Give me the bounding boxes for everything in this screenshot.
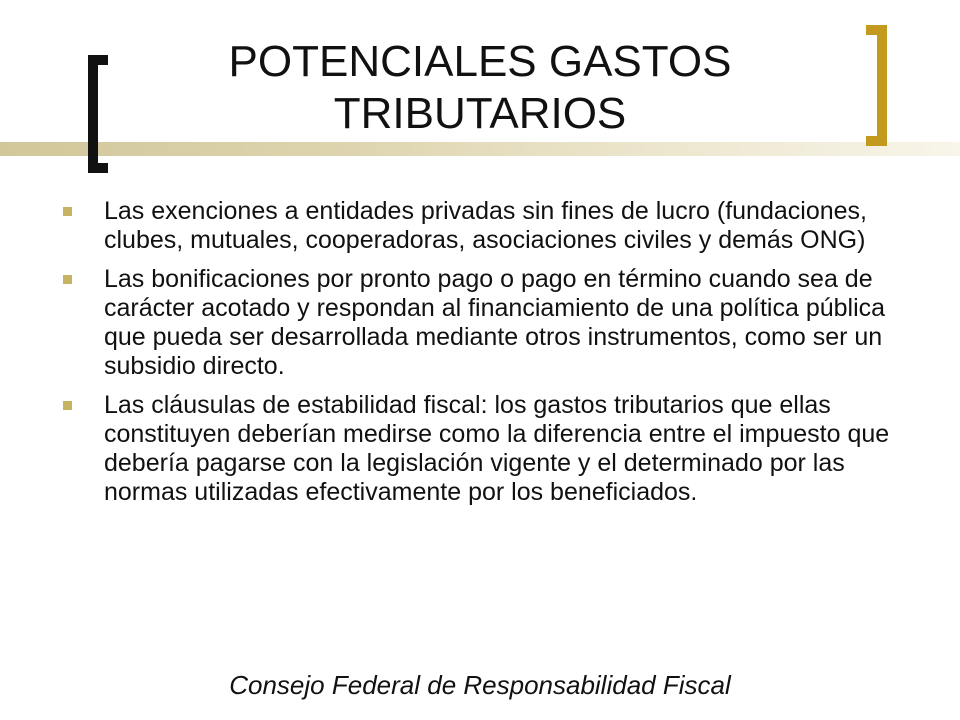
bullet-text: Las bonificaciones por pronto pago o pago en término cuando sea de carácter acotado y respondan al financiamiento de una política pública que pueda ser desarrollada mediante otros instrumentos, como ser un subsidio directo. xyxy=(104,265,886,380)
right-bracket-bottom xyxy=(866,136,887,146)
right-bracket-top xyxy=(866,25,887,35)
bullet-list xyxy=(60,197,910,517)
bullet-item-exenciones xyxy=(60,197,910,255)
square-bullet-icon xyxy=(63,401,72,410)
slide-title: POTENCIALES GASTOS TRIBUTARIOS xyxy=(228,37,732,138)
square-bullet-icon xyxy=(63,207,72,216)
right-bracket-decoration xyxy=(877,25,887,146)
square-bullet-icon xyxy=(63,275,72,284)
left-bracket-top xyxy=(88,55,108,65)
left-bracket-bottom xyxy=(88,163,108,173)
bullet-text: Las cláusulas de estabilidad fiscal: los gastos tributarios que ellas constituyen deberían medirse como la diferencia entre el impuesto que debería pagarse con la legislación vigente y el determinado por las normas utilizadas efectivamente por los beneficiados. xyxy=(104,391,890,506)
bullet-item-clausulas xyxy=(60,391,910,507)
left-bracket-decoration xyxy=(88,55,98,173)
bullet-item-bonificaciones xyxy=(60,265,910,381)
gold-divider-bar xyxy=(0,142,960,156)
slide-footer: Consejo Federal de Responsabilidad Fiscal xyxy=(229,670,731,700)
bullet-text: Las exenciones a entidades privadas sin fines de lucro (fundaciones, clubes, mutuales, cooperadoras, asociaciones civiles y demás ONG) xyxy=(104,197,867,254)
